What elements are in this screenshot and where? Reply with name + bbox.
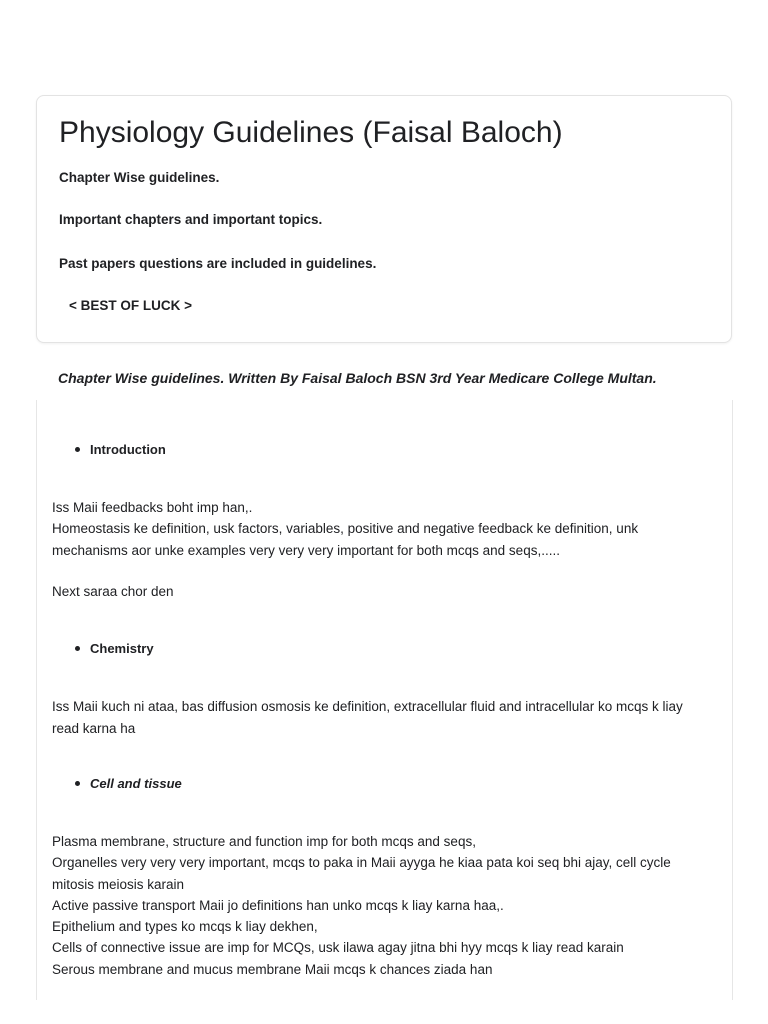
paragraph-line: Plasma membrane, structure and function imp for both mcqs and seqs,	[52, 834, 476, 849]
paragraph-line: Iss Maii kuch ni ataa, bas diffusion osmosis ke definition, extracellular fluid and intracellular ko mcqs k liay	[52, 699, 683, 714]
paragraph-line: read karna ha	[52, 721, 136, 736]
bullet-chemistry	[75, 641, 154, 656]
form-description-line: Past papers questions are included in guidelines.	[59, 256, 377, 271]
form-description-line: Chapter Wise guidelines.	[59, 170, 220, 185]
paragraph-line: Serous membrane and mucus membrane Maii mcqs k chances ziada han	[52, 962, 493, 977]
form-header-card	[36, 95, 732, 343]
form-title: Physiology Guidelines (Faisal Baloch)	[59, 116, 563, 149]
best-of-luck-line: < BEST OF LUCK >	[69, 298, 193, 313]
bullet-cell-and-tissue	[75, 776, 182, 791]
paragraph-line: mitosis meiosis karain	[52, 877, 185, 892]
paragraph-line: Iss Maii feedbacks boht imp han,.	[52, 500, 253, 515]
paragraph-line: Homeostasis ke definition, usk factors, variables, positive and negative feedback ke definition, unk	[52, 521, 639, 536]
bullet-label: Cell and tissue	[90, 776, 182, 791]
bullet-dot-icon	[75, 447, 80, 452]
bullet-introduction	[75, 442, 166, 457]
bullet-dot-icon	[75, 646, 80, 651]
paragraph-line: Cells of connective issue are imp for MCQs, usk ilawa agay jitna bhi hyy mcqs k liay read karain	[52, 940, 624, 955]
paragraph-line: Next saraa chor den	[52, 584, 174, 599]
bullet-label: Introduction	[90, 442, 166, 457]
paragraph-line: Epithelium and types ko mcqs k liay dekhen,	[52, 919, 318, 934]
form-description-line: Important chapters and important topics.	[59, 212, 323, 227]
bullet-label: Chemistry	[90, 641, 154, 656]
section-heading: Chapter Wise guidelines. Written By Faisal Baloch BSN 3rd Year Medicare College Multan.	[58, 370, 657, 386]
content-card	[36, 400, 733, 1000]
bullet-dot-icon	[75, 781, 80, 786]
paragraph-line: Active passive transport Maii jo definitions han unko mcqs k liay karna haa,.	[52, 898, 504, 913]
paragraph-line: mechanisms aor unke examples very very very important for both mcqs and seqs,.....	[52, 543, 560, 558]
paragraph-line: Organelles very very very important, mcqs to paka in Maii ayyga he kiaa pata koi seq bhi ajay, cell cycle	[52, 855, 671, 870]
